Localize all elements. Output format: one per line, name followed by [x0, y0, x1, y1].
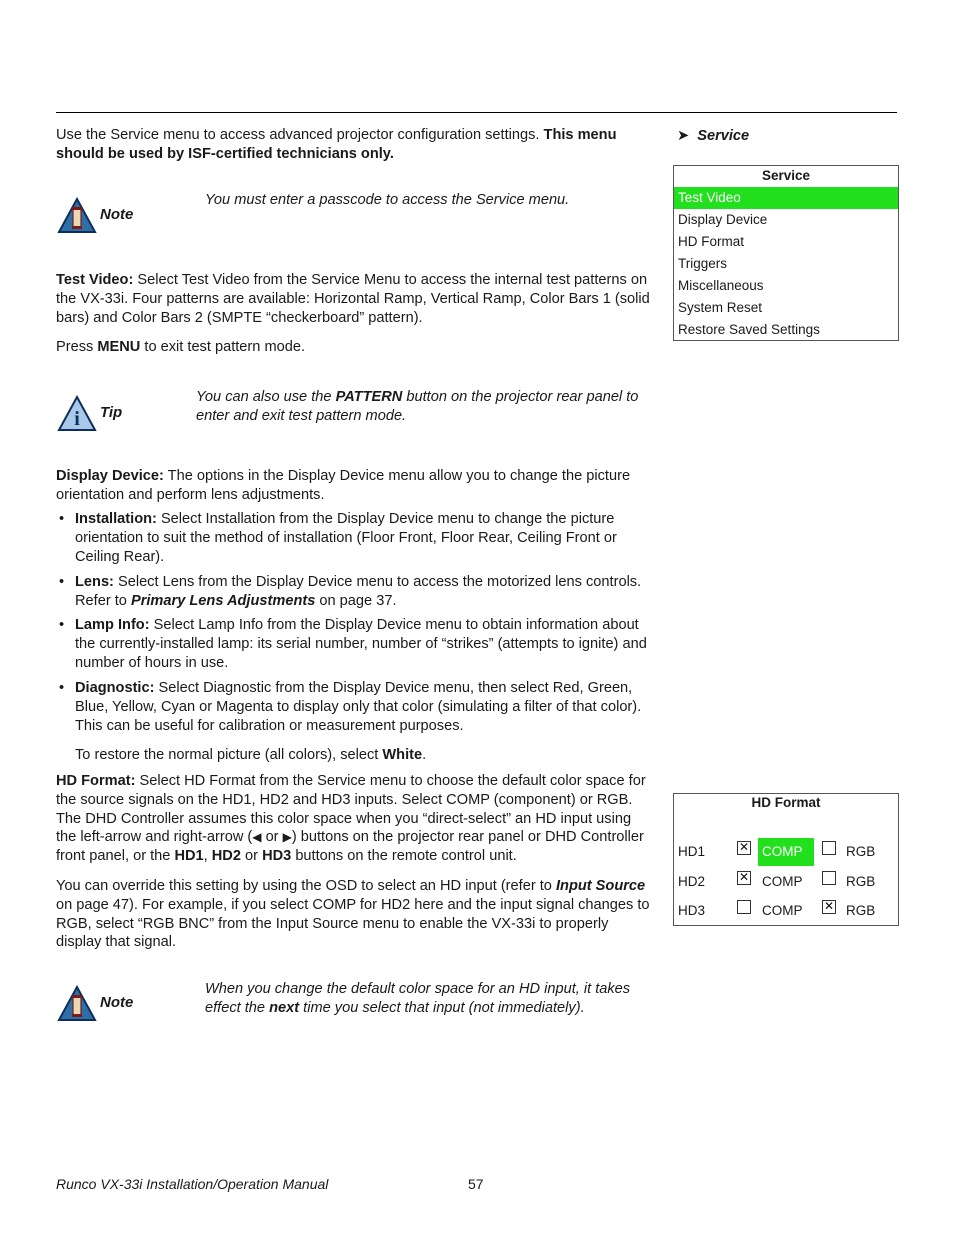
tip-label: Tip	[100, 404, 123, 421]
hd3-label: HD3	[678, 903, 706, 918]
hd2-rgb-label: RGB	[846, 874, 876, 889]
hd-format-menu	[673, 793, 899, 926]
test-video-paragraph	[56, 271, 654, 327]
hd1-rgb-label: RGB	[846, 844, 876, 859]
left-arrow-icon: ◀	[252, 830, 262, 845]
primary-lens-adjustments-link[interactable]: Primary Lens Adjustments	[130, 592, 316, 609]
arrow-icon: ➤	[677, 128, 690, 144]
hd2-row	[674, 868, 898, 892]
hd3-key: HD3	[262, 848, 292, 865]
menu-item-test-video[interactable]: Test Video	[674, 187, 898, 209]
hd2-comp-checkbox[interactable]	[737, 871, 751, 885]
hd-format-title: HD Format	[751, 795, 821, 810]
input-source-link[interactable]: Input Source	[555, 878, 646, 894]
bullet-dot: •	[59, 617, 65, 633]
bullet-dot: •	[59, 680, 65, 696]
menu-item-system-reset[interactable]: System Reset	[678, 300, 763, 315]
tip-icon	[57, 395, 97, 433]
service-heading-text: Service	[697, 128, 750, 144]
hd3-comp-checkbox[interactable]	[737, 900, 751, 914]
override-pre: You can override this setting by using the OSD to select an HD input (refer to	[56, 878, 556, 894]
press-menu-paragraph	[56, 338, 654, 357]
hd-format-text-3: buttons on the remote control unit.	[291, 848, 517, 865]
or-text-2: or	[240, 848, 263, 865]
override-paragraph	[56, 877, 654, 952]
hd3-row	[674, 897, 898, 921]
note-text: You must enter a passcode to access the Service menu.	[205, 192, 570, 208]
intro-paragraph	[56, 126, 654, 164]
svg-text:i: i	[74, 408, 80, 430]
diagnostic-heading: Diagnostic:	[75, 680, 155, 696]
lens-heading: Lens:	[75, 574, 114, 590]
note-label: Note	[100, 206, 134, 223]
hd2-label: HD2	[678, 874, 706, 889]
service-menu	[673, 165, 899, 341]
menu-item-hd-format[interactable]: HD Format	[678, 234, 745, 249]
comma: ,	[203, 848, 212, 865]
bullet-dot: •	[59, 574, 65, 590]
diagnostic-text: Select Diagnostic from the Display Device menu, then select Red, Green, Blue, Yellow, Cyan or Magenta to display only that color (simulating a filter of that color). This can be useful for calibration or measurement purposes.	[75, 680, 642, 734]
hd1-rgb-checkbox[interactable]	[822, 841, 836, 855]
bullet-installation	[56, 510, 654, 566]
test-video-heading: Test Video:	[56, 272, 134, 288]
hd1-key: HD1	[174, 848, 204, 865]
pattern-button-text: PATTERN	[335, 389, 403, 405]
hd1-label: HD1	[678, 844, 706, 859]
hd1-comp-checkbox[interactable]	[737, 841, 751, 855]
display-device-heading: Display Device:	[56, 468, 164, 484]
tip-pre: You can also use the	[196, 389, 336, 405]
bullet-dot: •	[59, 511, 65, 527]
hd1-row	[674, 838, 898, 862]
hd3-rgb-label: RGB	[846, 903, 876, 918]
note2-pre: When you change the default color space for an HD input, it takes effect the	[205, 981, 631, 1016]
hd1-comp-label: COMP	[762, 844, 803, 859]
top-rule	[56, 112, 897, 113]
lamp-info-text: Select Lamp Info from the Display Device menu to obtain information about the currently-installed lamp: its serial number, number of “strikes” (attempts to ignite) and number of hours in use.	[75, 617, 647, 671]
restore-post: .	[422, 747, 427, 763]
service-menu-title: Service	[761, 168, 811, 183]
tip-post: button on the projector rear panel to enter and exit test pattern mode.	[196, 389, 639, 424]
installation-heading: Installation:	[75, 511, 157, 527]
menu-item-triggers[interactable]: Triggers	[678, 256, 728, 271]
footer-manual-title: Runco VX-33i Installation/Operation Manual	[56, 1176, 329, 1192]
footer-page-number: 57	[468, 1176, 484, 1192]
warning-icon	[57, 985, 97, 1023]
restore-paragraph	[75, 746, 654, 765]
intro-bold-text: This menu should be used by ISF-certified technicians only.	[56, 127, 617, 162]
bullet-lamp-info	[56, 616, 654, 672]
test-video-text: Select Test Video from the Service Menu to access the internal test patterns on the VX-33i. Four patterns are available: Horizontal Ramp, Vertical Ramp, Color Bars 1 (solid bars) and Color Bars 2 (SMPTE “checkerboard” pattern).	[56, 272, 650, 326]
bullet-lens	[56, 573, 654, 611]
right-arrow-icon: ▶	[282, 830, 292, 845]
hd-format-paragraph	[56, 772, 654, 866]
press-menu-post: to exit test pattern mode.	[140, 339, 306, 355]
white-text: White	[382, 747, 423, 763]
menu-item-display-device[interactable]: Display Device	[678, 212, 768, 227]
hd-format-heading: HD Format:	[56, 773, 136, 789]
display-device-paragraph	[56, 467, 654, 505]
tip-text	[196, 388, 654, 426]
hd3-rgb-checkbox[interactable]	[822, 900, 836, 914]
hd2-rgb-checkbox[interactable]	[822, 871, 836, 885]
override-post: on page 47). For example, if you select COMP for HD2 here and the input signal changes to RGB, select “RGB BNC” from the Input Source menu to enable the VX-33i to properly display that signal.	[56, 896, 650, 951]
lamp-info-heading: Lamp Info:	[75, 617, 150, 633]
note-text	[205, 980, 655, 1018]
hd3-comp-label: COMP	[762, 903, 803, 918]
press-menu-pre: Press	[56, 339, 98, 355]
intro-text: Use the Service menu to access advanced projector configuration settings.	[56, 127, 544, 143]
or-text: or	[261, 829, 283, 846]
note-label: Note	[100, 994, 134, 1011]
hd-format-text: Select HD Format from the Service menu to choose the default color space for the source signals on the HD1, HD2 and HD3 inputs. Select COMP (component) or RGB. The DHD Controller assumes this color space when you “direct-select” an HD input using the left-arrow and right-arrow (	[56, 773, 646, 846]
hd2-comp-label: COMP	[762, 874, 803, 889]
installation-text: Select Installation from the Display Device menu to change the picture orientation to suit the method of installation (Floor Front, Floor Rear, Ceiling Front or Ceiling Rear).	[75, 511, 617, 565]
menu-key-text: MENU	[97, 339, 141, 355]
menu-item-miscellaneous[interactable]: Miscellaneous	[678, 278, 764, 293]
restore-pre: To restore the normal picture (all colors), select	[75, 747, 383, 763]
service-section-heading	[677, 127, 749, 146]
note2-post: time you select that input (not immediately).	[299, 999, 585, 1016]
menu-item-restore-saved-settings[interactable]: Restore Saved Settings	[678, 322, 820, 337]
warning-icon	[57, 197, 97, 235]
display-device-text: The options in the Display Device menu allow you to change the picture orientation and perform lens adjustments.	[56, 468, 631, 503]
hd2-key: HD2	[211, 848, 241, 865]
bullet-diagnostic	[56, 679, 654, 735]
hd-format-text-2: ) buttons on the projector rear panel or DHD Controller front panel, or the	[56, 829, 644, 865]
next-text: next	[269, 999, 300, 1016]
lens-post: on page 37.	[315, 592, 397, 609]
lens-text: Select Lens from the Display Device menu to access the motorized lens controls. Refer to	[75, 574, 642, 609]
